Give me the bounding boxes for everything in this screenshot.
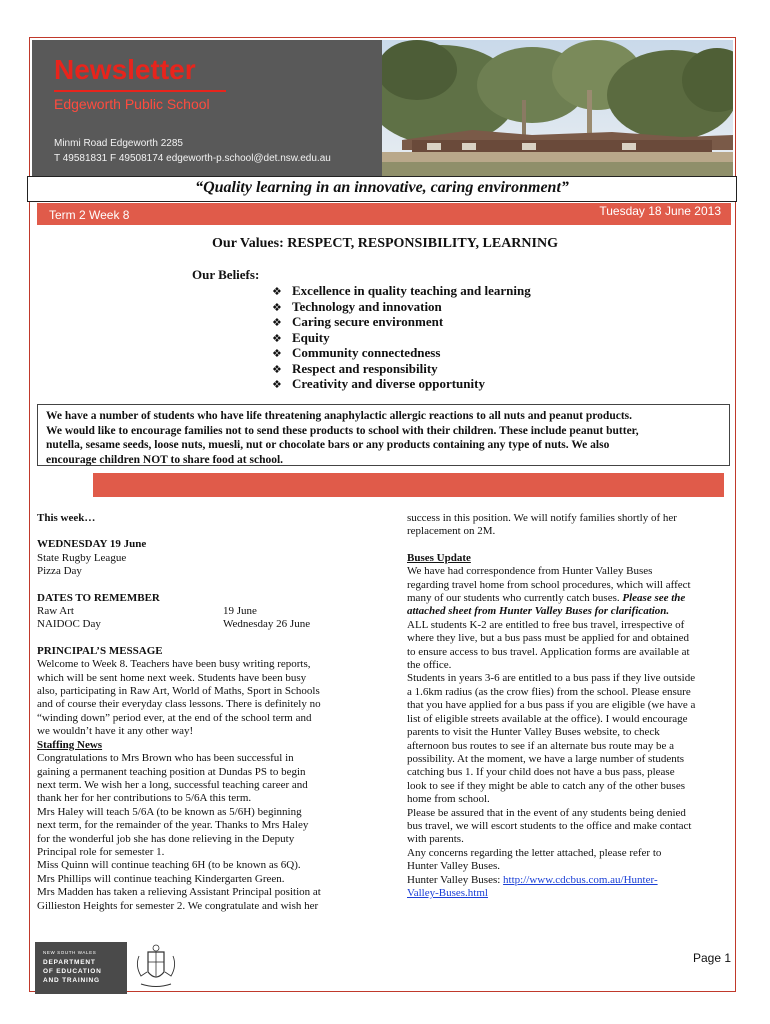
list-item: State Rugby League bbox=[37, 551, 127, 564]
header bbox=[32, 40, 733, 176]
school-motto: “Quality learning in an innovative, caring environment” bbox=[195, 179, 569, 196]
term-week: Term 2 Week 8 bbox=[49, 208, 130, 222]
wednesday-heading: WEDNESDAY 19 June bbox=[37, 538, 147, 551]
principal-heading: PRINCIPAL’S MESSAGE bbox=[37, 644, 163, 657]
diamond-bullet-icon: ❖ bbox=[272, 285, 282, 298]
issue-date: Tuesday 18 June 2013 bbox=[599, 204, 721, 218]
school-name: Edgeworth Public School bbox=[54, 96, 210, 112]
department-logo bbox=[35, 942, 127, 994]
date-row: Raw Art 19 June bbox=[37, 605, 257, 618]
belief-item: ❖ Equity bbox=[272, 329, 330, 345]
buses-heading: Buses Update bbox=[407, 551, 471, 564]
right-column: success in this position. We will notify families shortly of her replacement on 2M. Buses Update We have had correspondence from Hunter Valley Buses regarding travel home from school procedures, which will affect many of our students who currently catch buses. Please see the attached sheet from Hunter Valley Buses for clarification. ALL students K-2 are entitled to free bus travel, irrespective of where they live, but a bus pass must be applied for and obtained to ensure access to bus travel. Application forms are available at the office. Students in years 3-6 are entitled to a bus pass if they live outside a 1.6km radius (as the crow flies) from the school. Please ensure that you have applied for a bus pass if you are eligible (we have a list of eligible streets available at the office). I would encourage parents to visit the Hunter Valley Buses website, to check afternoon bus routes to see if an alternate bus route may be a possibility. At the moment, we have a large number of students catching bus 1. If your child does not have a bus pass, please look to see if they might be able to catch any of the other buses home from school. Please be assured that in the event of any students being denied bus travel, we will escort students to the office and make contact with parents. Any concerns regarding the letter attached, please refer to Hunter Valley Buses. Hunter Valley Buses: http://www.cdcbus.com.au/Hunter- Valley-Buses.html bbox=[407, 512, 732, 900]
list-item: Pizza Day bbox=[37, 565, 82, 578]
allergy-notice: We have a number of students who have life threatening anaphylactic allergic reactions to all nuts and peanut products. We would like to encourage families not to send these products to school with their children. These include peanut butter, nutella, sesame seeds, loose nuts, muesli, nut or chocolate bars or any products containing any type of nuts. We also encourage children NOT to share food at school. bbox=[37, 404, 730, 466]
title-underline bbox=[54, 90, 226, 92]
logo-line: NEW SOUTH WALES bbox=[43, 950, 97, 955]
newsletter-title: Newsletter bbox=[54, 54, 196, 85]
school-contact: T 49581831 F 49508174 edgeworth-p.school@det.nsw.edu.au bbox=[54, 153, 331, 164]
term-bar bbox=[37, 203, 731, 225]
logo-line: DEPARTMENT bbox=[43, 959, 96, 966]
diamond-bullet-icon: ❖ bbox=[272, 316, 282, 329]
school-address: Minmi Road Edgeworth 2285 bbox=[54, 138, 183, 149]
this-week-heading: This week… bbox=[37, 512, 96, 524]
header-banner bbox=[32, 40, 382, 176]
belief-item: ❖ Caring secure environment bbox=[272, 314, 444, 329]
dates-heading: DATES TO REMEMBER bbox=[37, 591, 160, 604]
beliefs-title: Our Beliefs: bbox=[192, 267, 260, 282]
belief-item: ❖ Respect and responsibility bbox=[272, 360, 438, 376]
diamond-bullet-icon: ❖ bbox=[272, 331, 282, 345]
diamond-bullet-icon: ❖ bbox=[272, 347, 282, 360]
nsw-crest-icon bbox=[131, 942, 181, 994]
date-row: NAIDOC Day Wednesday 26 June bbox=[37, 618, 311, 631]
section-divider-bar bbox=[93, 473, 724, 497]
school-photo bbox=[382, 40, 733, 176]
belief-item: ❖ Community connectedness bbox=[272, 345, 441, 360]
logo-line: OF EDUCATION bbox=[43, 968, 102, 975]
diamond-bullet-icon: ❖ bbox=[272, 300, 282, 314]
logo-line: AND TRAINING bbox=[43, 977, 100, 984]
left-column: This week… WEDNESDAY 19 June State Rugby League Pizza Day DATES TO REMEMBER Raw Art 19 June NAIDOC Day Wednesday 26 June PRINCIPAL’S MESSAGE Welcome to Week 8. Teachers have been busy writing reports, which will be sent home next week. Students have been busy also, participating in Raw Art, World of Maths, Sport in Schools and of course their everyday class lessons. There is definitely no “winding down” period ever, at the end of the school term and we wouldn’t have it any other way! Staffing News Congratulations to Mrs Brown who has been successful in gaining a permanent teaching position at Dundas PS to begin next term. We wish her a long, successful teaching career and thank her for her contributions to 5/6A this term. Mrs Haley will teach 5/6A (to be known as 5/6H) beginning next term, for the remainder of the year. Thanks to Mrs Haley for the wonderful job she has done relieving in the Deputy Principal role for semester 1. Miss Quinn will continue teaching 6H (to be known as 6Q). Mrs Phillips will continue teaching Kindergarten Green. Mrs Madden has taken a relieving Assistant Principal position at Gillieston Heights for semester 2. We congratulate and wish her bbox=[37, 512, 362, 913]
page-number: Page 1 bbox=[693, 951, 732, 965]
diamond-bullet-icon: ❖ bbox=[272, 378, 282, 391]
diamond-bullet-icon: ❖ bbox=[272, 362, 282, 376]
belief-item: ❖ Excellence in quality teaching and learning bbox=[272, 283, 531, 298]
belief-item: ❖ Creativity and diverse opportunity bbox=[272, 376, 485, 391]
motto-box bbox=[27, 176, 737, 202]
school-values: Our Values: RESPECT, RESPONSIBILITY, LEARNING bbox=[212, 236, 558, 251]
bus-website-link-cont[interactable]: Valley-Buses.html bbox=[407, 886, 488, 899]
staffing-heading: Staffing News bbox=[37, 738, 103, 751]
beliefs-list bbox=[272, 283, 531, 392]
bus-website-link[interactable]: http://www.cdcbus.com.au/Hunter- bbox=[503, 873, 658, 886]
belief-item: ❖ Technology and innovation bbox=[272, 298, 442, 314]
